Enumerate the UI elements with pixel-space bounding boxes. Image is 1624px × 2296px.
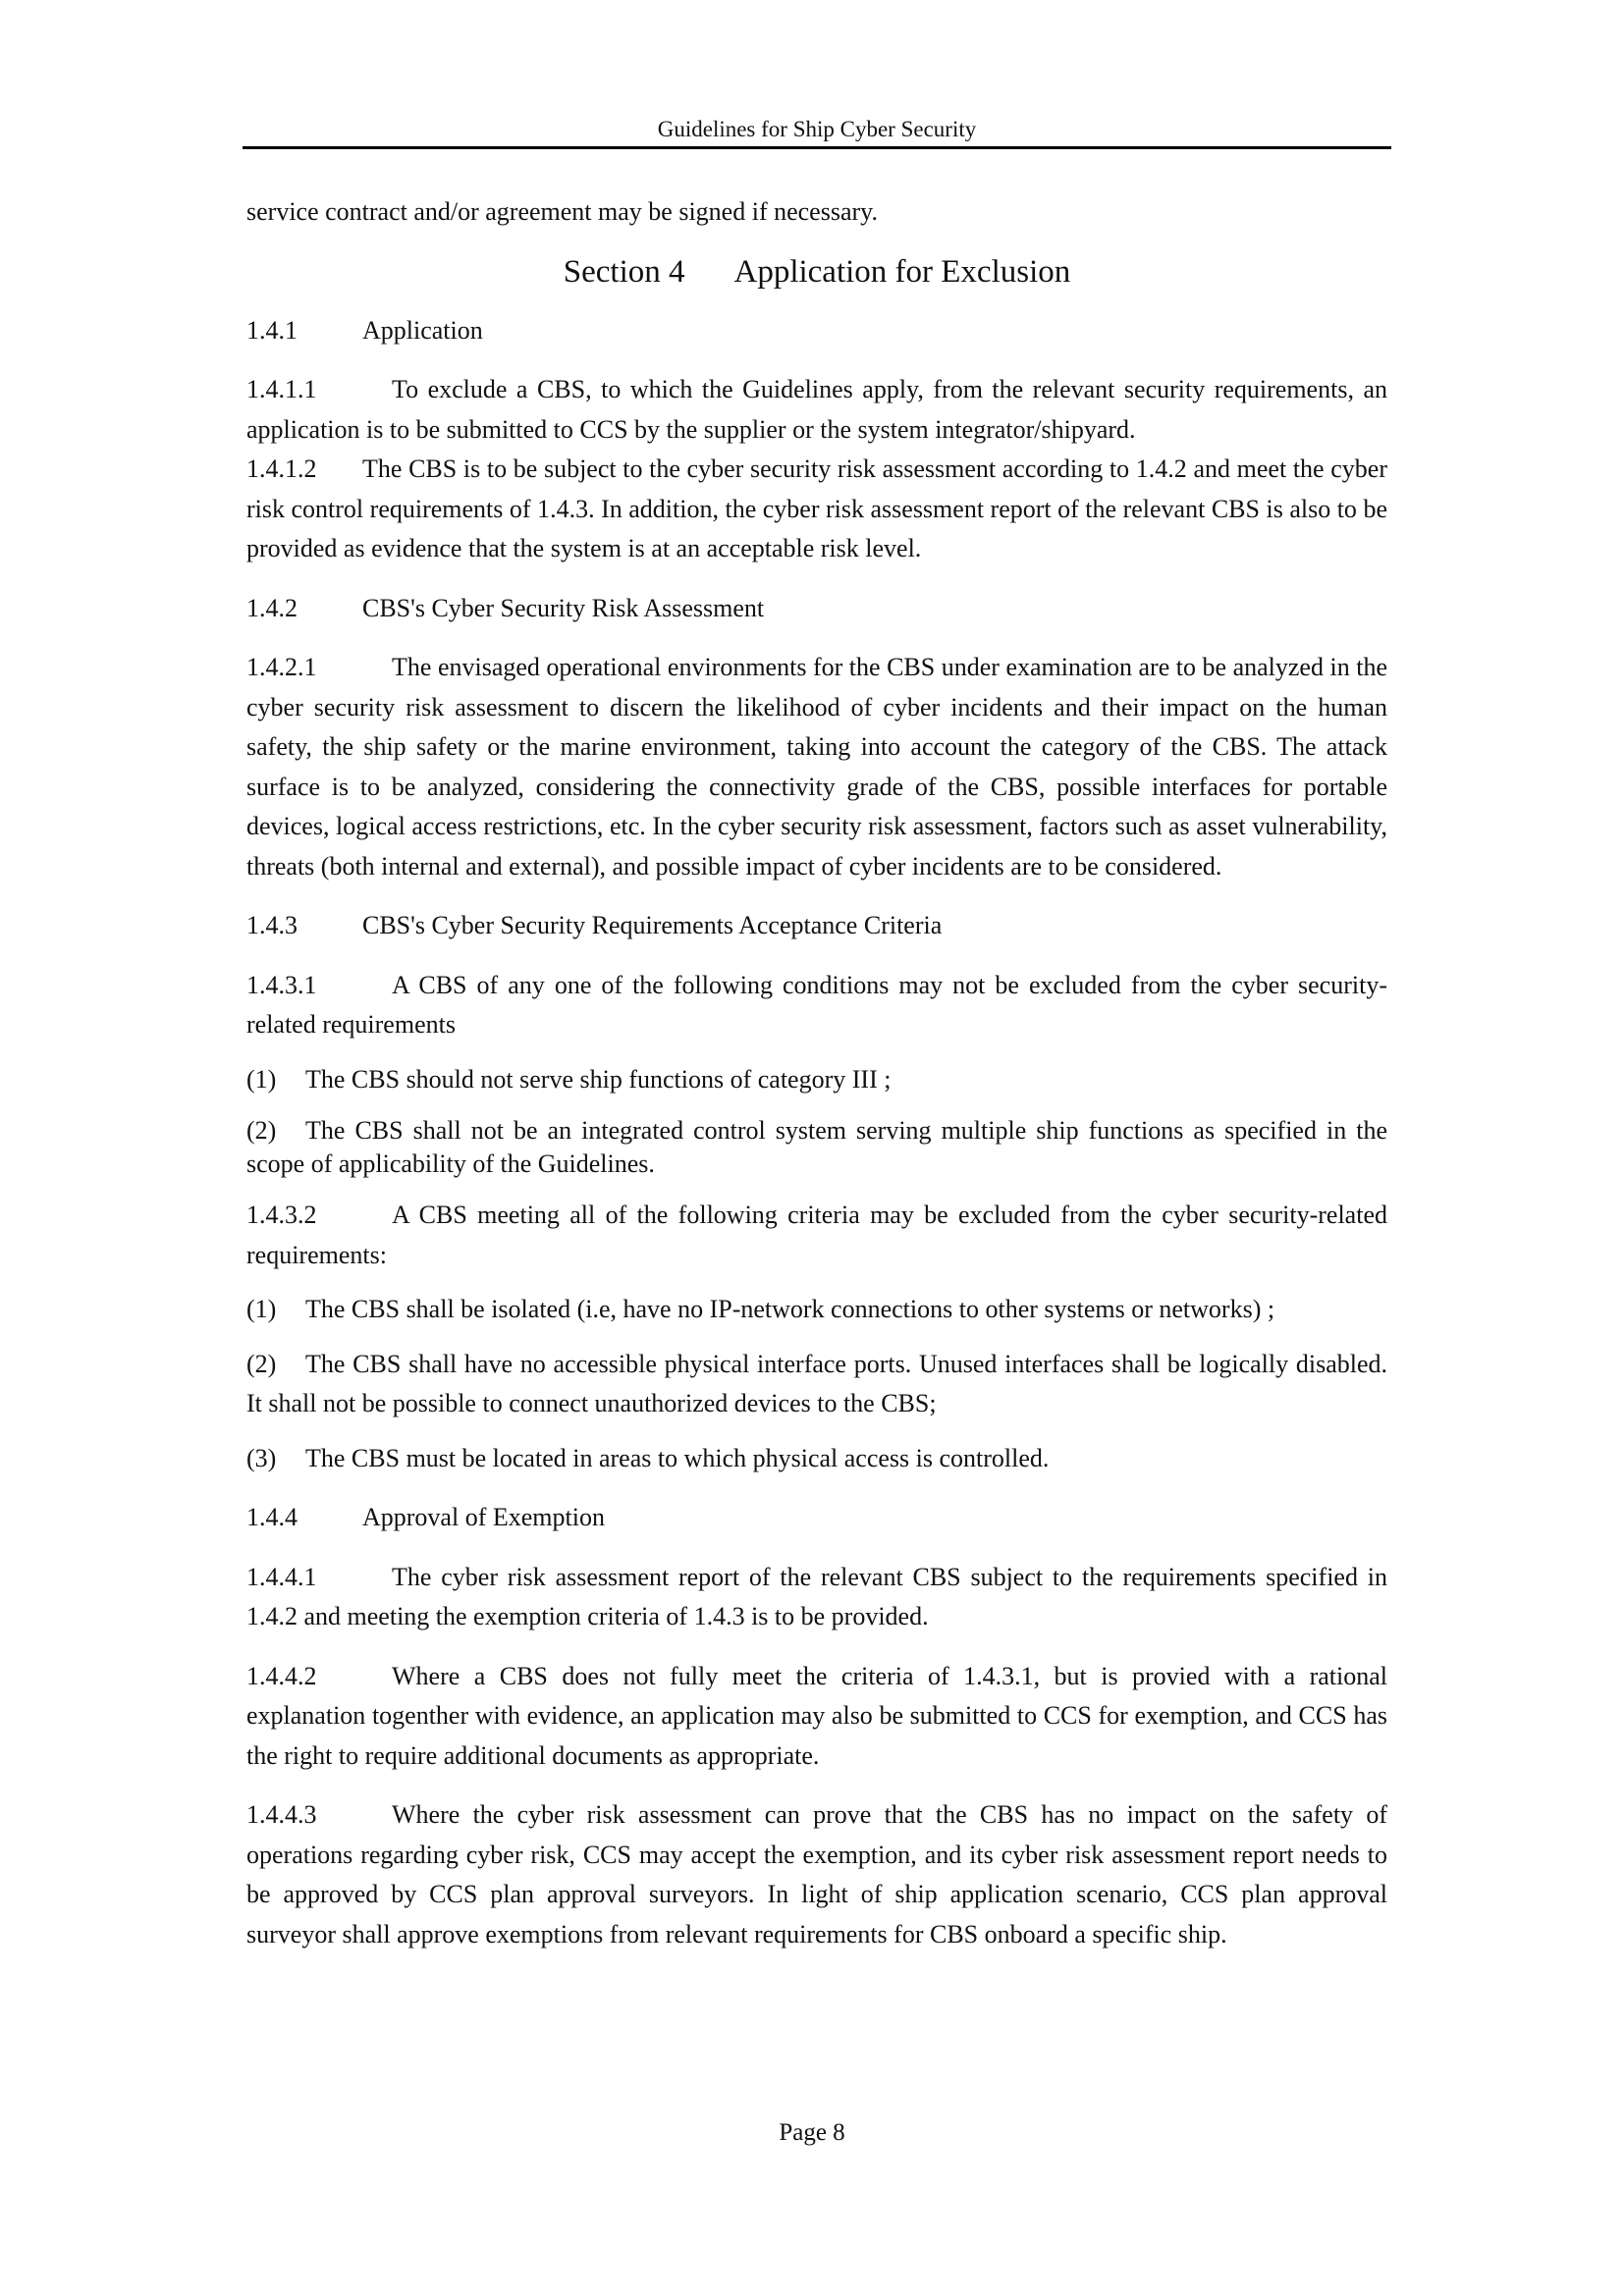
list-item-text: The CBS should not serve ship functions of category III ; [305,1064,892,1094]
clause-number: 1.4.2.1 [246,653,317,681]
clause-1-4-1-2 [246,450,1387,569]
clause-number: 1.4.4.2 [246,1661,317,1690]
header-rule [243,146,1391,149]
running-header: Guidelines for Ship Cyber Security [657,117,977,141]
heading-1-4-1 [246,311,1387,351]
clause-1-4-4-3 [246,1795,1387,1954]
clause-text: Where a CBS does not fully meet the criteria of 1.4.3.1, but is provied with a rational explanation togenther with evidence, an application may also be submitted to CCS for exemption, and CCS has the right to require additional documents as appropriate. [246,1661,1387,1770]
clause-1-4-3-1 [246,966,1387,1045]
clause-number: 1.4.4.3 [246,1800,317,1829]
heading-number: 1.4.2 [246,593,298,622]
clause-text: Where the cyber risk assessment can prove that the CBS has no impact on the safety of operations regarding cyber risk, CCS may accept the exemption, and its cyber risk assessment report needs to be approved by CCS plan approval surveyors. In light of ship application scenario, CCS plan approval surveyor shall approve exemptions from relevant requirements for CBS onboard a specific ship. [246,1800,1387,1949]
list-item-text: The CBS shall have no accessible physical interface ports. Unused interfaces shall be logically disabled. It shall not be possible to connect unauthorized devices to the CBS; [246,1349,1387,1417]
clause-text: A CBS meeting all of the following criteria may be excluded from the cyber security-related requirements: [246,1201,1387,1269]
clause-1-4-1-1 [246,370,1387,450]
list-item-number: (2) [246,1349,277,1378]
heading-title: Approval of Exemption [362,1503,605,1531]
list-item [246,1060,1387,1100]
page-number: Page 8 [779,2119,845,2146]
section-heading [246,250,1387,294]
clause-text: The cyber risk assessment report of the relevant CBS subject to the requirements specified in 1.4.2 and meeting the exemption criteria of 1.4.3 is to be provided. [246,1562,1387,1630]
list-item [246,1345,1387,1424]
clause-text: A CBS of any one of the following conditions may not be excluded from the cyber security-related requirements [246,970,1387,1039]
section-title: Application for Exclusion [733,253,1071,290]
section-number: Section 4 [563,253,685,290]
clause-number: 1.4.3.2 [246,1201,317,1229]
clause-number: 1.4.1.1 [246,375,317,403]
clause-text: To exclude a CBS, to which the Guidelines apply, from the relevant security requirements, an application is to be submitted to CCS by the supplier or the system integrator/shipyard. [246,375,1387,444]
clause-1-4-3-2 [246,1196,1387,1275]
clause-text: The CBS is to be subject to the cyber security risk assessment according to 1.4.2 and meet the cyber risk control requirements of 1.4.3. In addition, the cyber risk assessment report of the relevant CBS is also to be provided as evidence that the system is at an acceptable risk level. [246,454,1387,562]
list-item-text: The CBS shall not be an integrated control system serving multiple ship functions as specified in the scope of applicability of the Guidelines. [246,1116,1387,1178]
list-item-number: (1) [246,1295,277,1323]
heading-title: Application [362,315,483,345]
clause-1-4-4-1 [246,1558,1387,1637]
heading-title: CBS's Cyber Security Requirements Acceptance Criteria [362,911,943,939]
list-item-number: (1) [246,1064,277,1094]
heading-number: 1.4.3 [246,911,298,939]
heading-title: CBS's Cyber Security Risk Assessment [362,593,765,622]
list-item-text: The CBS must be located in areas to which physical access is controlled. [305,1443,1050,1472]
list-item [246,1439,1387,1479]
clause-number: 1.4.3.1 [246,970,317,999]
page-body [246,192,1387,1954]
heading-1-4-4 [246,1498,1387,1538]
clause-number: 1.4.1.2 [246,454,317,483]
heading-1-4-2 [246,589,1387,629]
heading-1-4-3 [246,906,1387,946]
list-item-text: The CBS shall be isolated (i.e, have no IP-network connections to other systems or networks) ; [305,1295,1275,1323]
clause-number: 1.4.4.1 [246,1562,317,1591]
intro-paragraph: service contract and/or agreement may be signed if necessary. [246,197,878,226]
heading-number: 1.4.4 [246,1503,298,1531]
list-item-number: (2) [246,1116,277,1145]
clause-1-4-2-1 [246,648,1387,886]
list-item-number: (3) [246,1443,277,1472]
clause-1-4-4-2 [246,1657,1387,1777]
list-item [246,1114,1387,1181]
list-item [246,1290,1387,1330]
clause-text: The envisaged operational environments for the CBS under examination are to be analyzed in the cyber security risk assessment to discern the likelihood of cyber incidents and their impact on the human safety, the ship safety or the marine environment, taking into account the category of the CBS. The attack surface is to be analyzed, considering the connectivity grade of the CBS, possible interfaces for portable devices, logical access restrictions, etc. In the cyber security risk assessment, factors such as asset vulnerability, threats (both internal and external), and possible impact of cyber incidents are to be considered. [246,653,1387,881]
heading-number: 1.4.1 [246,315,298,345]
